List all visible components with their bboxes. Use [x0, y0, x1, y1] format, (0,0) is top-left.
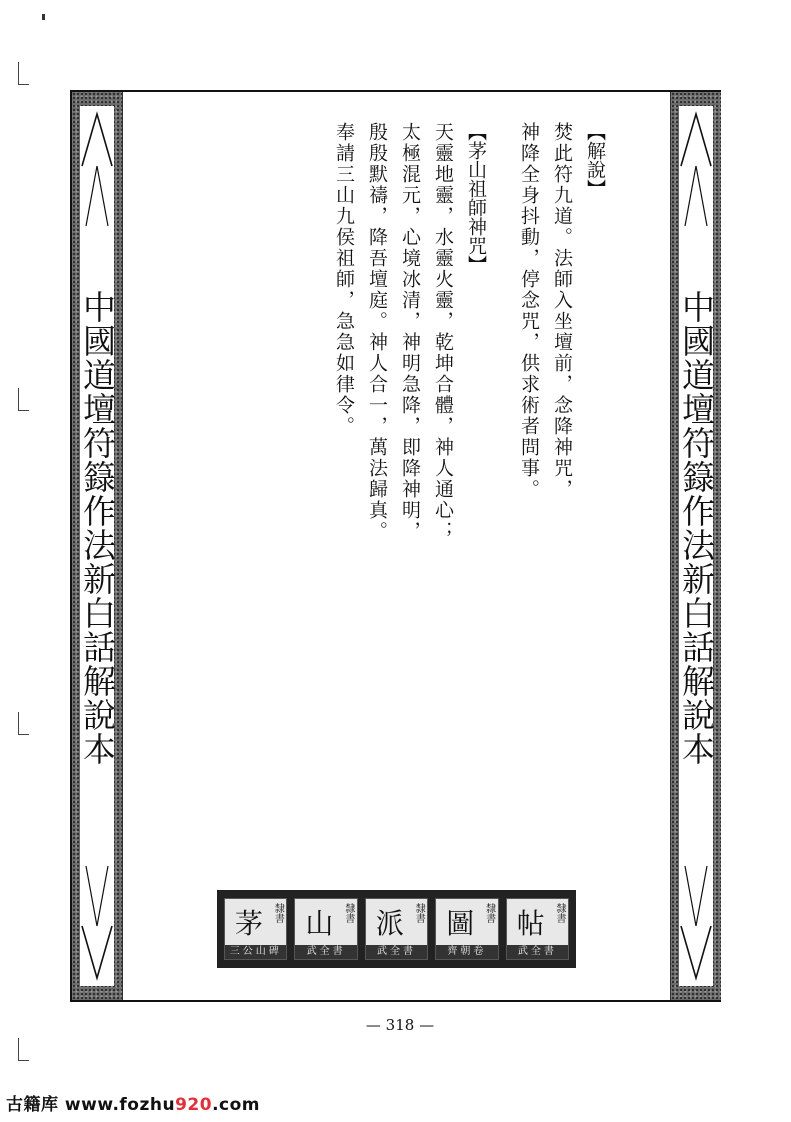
watermark [6, 1090, 260, 1115]
section-heading: 【解說】 [584, 122, 606, 198]
left-strip-panel [78, 106, 117, 986]
seal-plate [294, 898, 357, 960]
seal-corner-label: 隸書 [272, 903, 284, 923]
seal-character: 山 [305, 907, 334, 940]
side-title-left: 中國道壇符籙作法新白話解說本 [78, 290, 117, 766]
body-text [327, 122, 611, 572]
seal-corner-label: 隸書 [342, 903, 354, 923]
section-heading: 【茅山祖師神咒】 [465, 122, 487, 274]
binding-mark [18, 62, 29, 85]
text-column: 天靈地靈，水靈火靈，乾坤合體，神人通心； [432, 122, 454, 542]
text-column: 殷殷默禱，降吾壇庭。神人合一，萬法歸真。 [366, 122, 388, 542]
text-column: 焚此符九道。法師入坐壇前，念降神咒， [551, 122, 573, 500]
column-spacer [492, 122, 512, 572]
seal-plate [435, 898, 498, 960]
seal-caption: 武全書 [366, 945, 427, 959]
binding-mark [18, 1038, 29, 1061]
right-strip-panel [677, 106, 716, 986]
seal-character: 派 [375, 907, 404, 940]
left-side-strip [72, 92, 122, 1000]
seal-caption: 三公山碑 [225, 945, 286, 959]
watermark-prefix: 古籍库 www.fozhu [6, 1095, 176, 1115]
seal-caption: 武全書 [507, 945, 568, 959]
binding-mark [18, 712, 29, 735]
text-column: 奉請三山九侯祖師，急急如律令。 [333, 122, 355, 437]
seal-plate [365, 898, 428, 960]
seal-plate-row [217, 890, 576, 968]
watermark-suffix: .com [212, 1095, 261, 1115]
seal-caption: 武全書 [295, 945, 356, 959]
seal-character: 帖 [516, 907, 545, 940]
binding-mark [18, 388, 29, 411]
seal-corner-label: 隸書 [413, 903, 425, 923]
watermark-number: 920 [175, 1095, 213, 1115]
seal-caption: 齊朝卷 [436, 945, 497, 959]
seal-plate [506, 898, 569, 960]
right-side-strip [671, 92, 721, 1000]
page-number: — 318 — [365, 1016, 435, 1034]
seal-plate [224, 898, 287, 960]
text-column: 神降全身抖動，停念咒，供求術者問事。 [518, 122, 540, 500]
seal-corner-label: 隸書 [483, 903, 495, 923]
seal-corner-label: 隸書 [554, 903, 566, 923]
seal-character: 圖 [446, 907, 475, 940]
text-column: 太極混元，心境冰清，神明急降，即降神明， [399, 122, 421, 542]
side-title-right: 中國道壇符籙作法新白話解說本 [677, 290, 716, 766]
scan-speck [42, 14, 45, 20]
seal-character: 茅 [234, 907, 263, 940]
